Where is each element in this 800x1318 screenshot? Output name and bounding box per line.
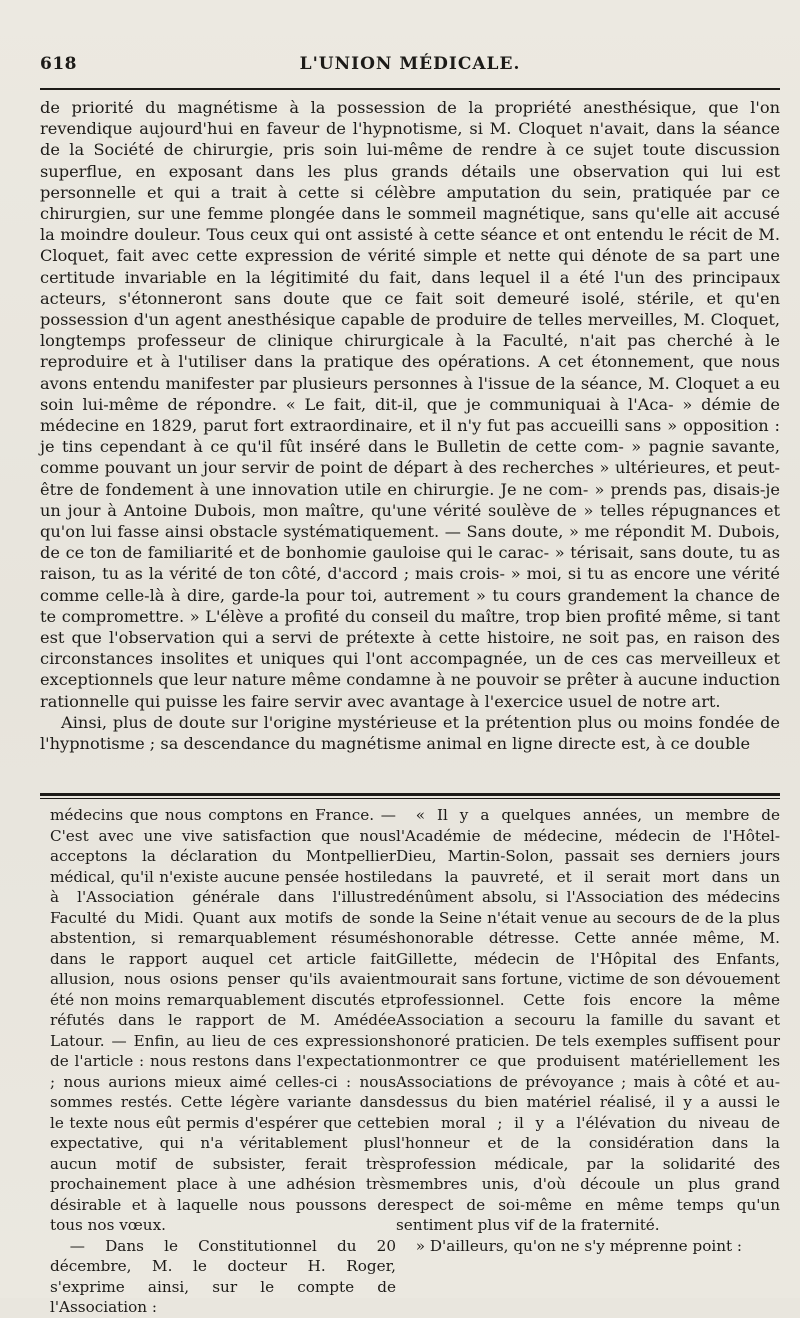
running-title: L'UNION MÉDICALE. — [299, 54, 521, 74]
page-number: 618 — [40, 54, 77, 74]
footnote-left-paragraph-2: — Dans le Constitutionnel du 20 décembre, M. le docteur H. Roger, s'exprime ainsi, sur le compte de l'Association : — [50, 1236, 396, 1316]
header-rule — [40, 88, 780, 90]
footnote-left-paragraph-1: médecins que nous comptons en France. — C'est avec une vive satisfaction que nous acceptons la déclaration du Montpellier médical, qu'il n'existe aucune pensée hostile à l'Association générale dans l'illustre Faculté du Midi. Quant aux motifs de son abstention, si remarquablement résumés dans le rapport auquel cet article fait allusion, nous osions penser qu'ils avaient été non moins remarquablement discutés et réfutés dans le rapport de M. Amédée Latour. — Enfin, au lieu de ces expressions de l'article : nous restons dans l'expectation ; nous aurions mieux aimé celles-ci : nous sommes restés. Cette légère variante dans le texte nous eût permis d'espérer que cette expectative, qui n'a véritablement plus aucun motif de subsister, ferait très prochainement place à une adhésion très désirable et à laquelle nous poussons de tous nos vœux. — [50, 806, 396, 1234]
main-paragraph-1: de priorité du magnétisme à la possession de la propriété anesthésique, que l'on revendique aujourd'hui en faveur de l'hypnotisme, si M. Cloquet n'avait, dans la séance de la Société de chirurgie, pris soin lui-même de rendre à ce sujet toute discussion superflue, en exposant dans les plus grands détails une observation qui lui est personnelle et qui a trait à cette si célèbre amputation du sein, pratiquée par ce chirurgien, sur une femme plongée dans le sommeil magnétique, sans qu'elle ait accusé la moindre douleur. Tous ceux qui ont assisté à cette séance et ont entendu le récit de M. Cloquet, fait avec cette expression de vérité simple et nette qui dénote de sa part une certitude invariable en la légitimité du fait, dans lequel il a été l'un des principaux acteurs, s'étonneront sans doute que ce fait soit demeuré isolé, stérile, et qu'en possession d'un agent anesthésique capable de produire de telles merveilles, M. Cloquet, longtemps professeur de clinique chirurgicale à la Faculté, n'ait pas cherché à le reproduire et à l'utiliser dans la pratique des opérations. A cet étonnement, que nous avons entendu manifester par plusieurs personnes à l'issue de la séance, M. Cloquet a eu soin lui-même de répondre. « Le fait, dit-il, que je communiquai à l'Aca- » démie de médecine en 1829, parut fort extraordinaire, et il n'y fut pas accueilli sans » opposition : je tins cependant à ce qu'il fût inséré dans le Bulletin de cette com- » pagnie savante, comme pouvant un jour servir de point de départ à des recherches » ultérieures, et peut-être de fondement à une innovation utile en chirurgie. Je ne com- » prends pas, disais-je un jour à Antoine Dubois, mon maître, qu'une vérité soulève de » telles répugnances et qu'on lui fasse ainsi obstacle systématiquement. — Sans doute, » me répondit M. Dubois, de ce ton de familiarité et de bonhomie gauloise qui le carac- » térisait, sans doute, tu as raison, tu as la vérité de ton côté, d'accord ; mais crois- » moi, si tu as encore une vérité comme celle-là à dire, garde-la pour toi, autrement » tu cours grandement la chance de te compromettre. » L'élève a profité du conseil du maître, trop bien profité même, si tant est que l'observation qui a servi de prétexte à cette histoire, ne soit pas, en raison des circonstances insolites et uniques qui l'ont accompagnée, un de ces cas merveilleux et exceptionnels que leur nature même condamne à ne pouvoir se prêter à aucune induction rationnelle qui puisse les faire servir avec avantage à l'exercice usuel de notre art. — [40, 98, 780, 711]
footnote-column-right — [396, 805, 780, 1256]
footnote-right-paragraph-1: « Il y a quelques années, un membre de l'Académie de médecine, médecin de l'Hôtel-Dieu, Martin-Solon, passait ses derniers jours dans la pauvreté, et il serait mort dans un dénûment absolu, si l'Association des médecins de la Seine n'était venue au secours de de la plus honorable détresse. Cette année même, M. Gillette, médecin de l'Hôpital des Enfants, mourait sans fortune, victime de son dévouement professionnel. Cette fois encore la même Association a secouru la famille du savant et honoré praticien. De tels exemples suffisent pour montrer ce que produisent matériellement les Associations de prévoyance ; mais à côté et au-dessus du bien matériel réalisé, il y a aussi le bien moral ; il y a l'élévation du niveau de l'honneur et de la considération dans la profession médicale, par la solidarité des membres unis, d'où découle un plus grand respect de soi-même en même temps qu'un sentiment plus vif de la fraternité. — [396, 806, 780, 1234]
footnote-rule — [40, 793, 780, 796]
main-paragraph-2: Ainsi, plus de doute sur l'origine mystérieuse et la prétention plus ou moins fondée de l'hypnotisme ; sa descendance du magnétisme animal en ligne directe est, à ce double — [40, 712, 780, 754]
footnote-right-paragraph-2: » D'ailleurs, qu'on ne s'y méprenne point : — [415, 1236, 743, 1255]
main-article — [40, 97, 780, 754]
footnote-rule-thin — [40, 798, 780, 799]
page-header — [40, 48, 780, 88]
footnote-column-left — [50, 805, 396, 1318]
